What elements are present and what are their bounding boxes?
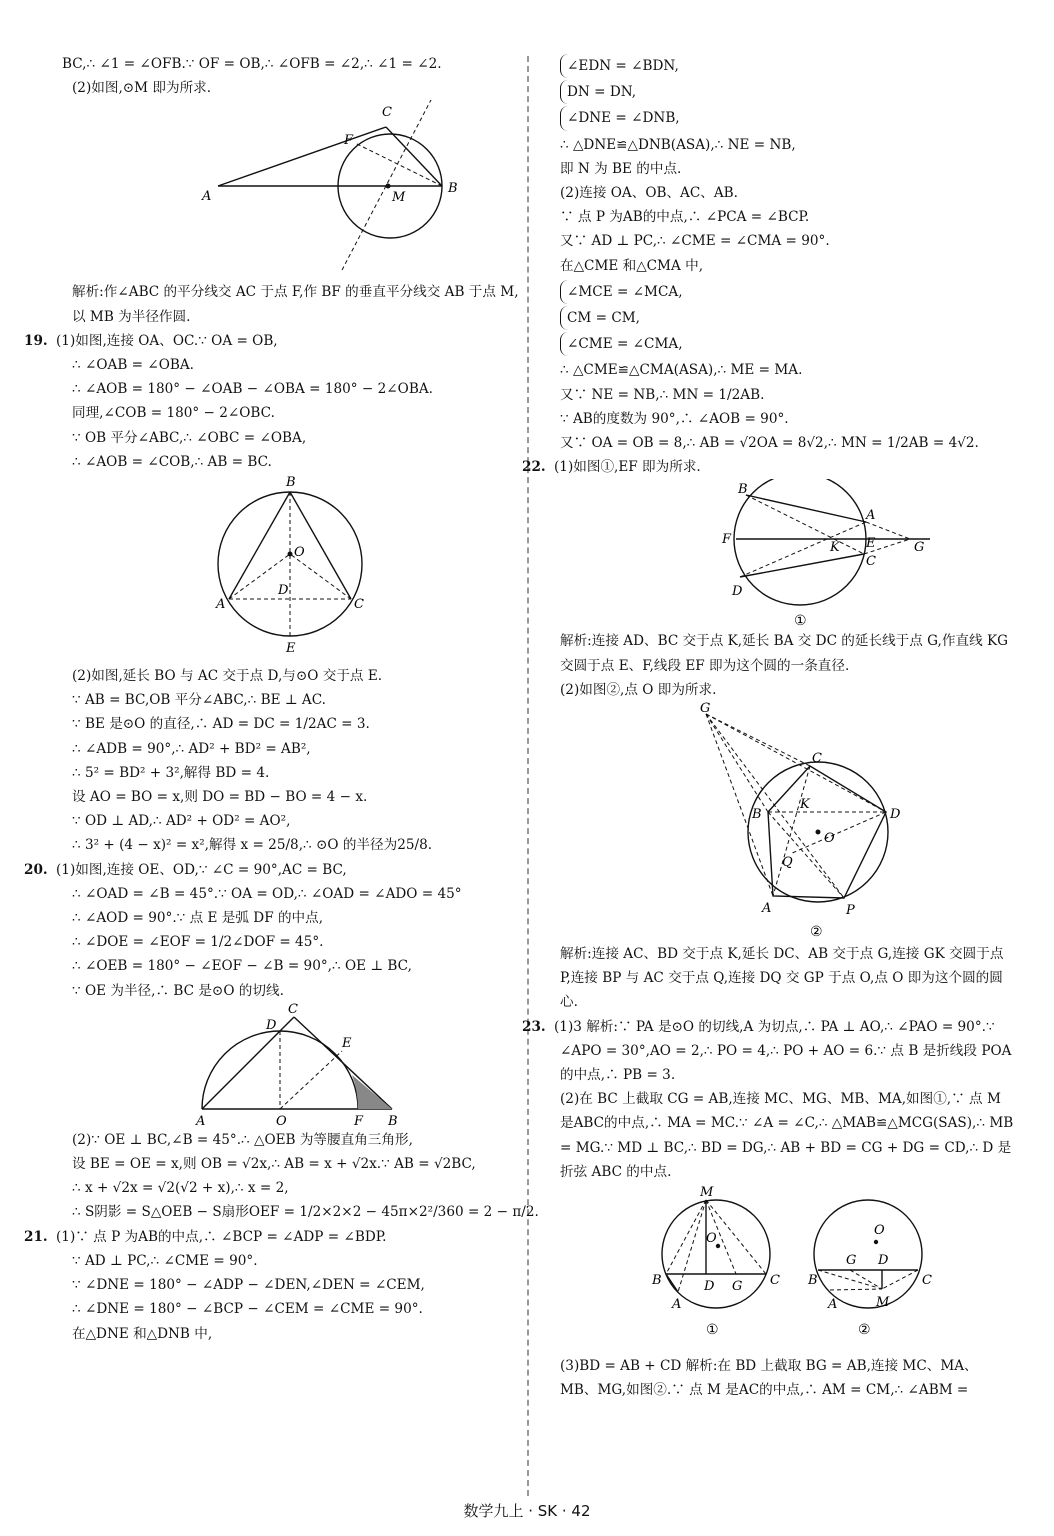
text-line: [62, 377, 524, 401]
left-column: [24, 52, 539, 1346]
question-number: 21.: [24, 1228, 48, 1245]
figure-22-2: [640, 702, 1054, 942]
svg-text:C: C: [354, 597, 364, 613]
line-text: (1)∵ 点 P 为AB的中点,∴ ∠BCP = ∠ADP = ∠BDP.: [56, 1228, 387, 1245]
line-text: (2)如图②,点 O 即为所求.: [560, 681, 717, 698]
text-line: [560, 181, 1015, 205]
svg-text:G: G: [700, 702, 711, 717]
line-text: ∴ ∠DOE = ∠EOF = 1/2∠DOF = 45°.: [72, 934, 324, 951]
line-text: 解析:作∠ABC 的平分线交 AC 于点 F,作 BF 的垂直平分线交 AB 于点 M,以 MB 为半径作圆.: [72, 284, 519, 325]
line-text: ∵ AB = BC,OB 平分∠ABC,∴ BE ⊥ AC.: [72, 692, 326, 709]
text-line: [62, 761, 524, 785]
text-line: [560, 942, 1015, 1015]
svg-text:B: B: [752, 807, 762, 823]
text-line: [560, 332, 1015, 356]
line-text: ∴ ∠OEB = 180° − ∠EOF − ∠B = 90°,∴ OE ⊥ BC,: [72, 958, 412, 975]
text-line: [62, 401, 524, 425]
figure-22-1: [600, 479, 1050, 629]
text-line: [560, 306, 1015, 330]
question-number: 23.: [522, 1018, 546, 1035]
line-text: ∵ 点 P 为AB的中点,∴ ∠PCA = ∠BCP.: [560, 209, 810, 226]
text-line: [560, 157, 1015, 181]
text-line: [560, 358, 1015, 382]
line-text: (2)∵ OE ⊥ BC,∠B = 45°.∴ △OEB 为等腰直角三角形,: [72, 1131, 413, 1148]
text-line: [560, 1354, 1015, 1402]
line-text: DN = DN,: [567, 84, 637, 101]
line-text: ∵ OD ⊥ AD,∴ AD² + OD² = AO²,: [72, 813, 291, 830]
svg-text:A: A: [672, 1297, 682, 1313]
text-line: [24, 329, 524, 353]
text-line: [62, 712, 524, 736]
line-text: (2)连接 OA、OB、AC、AB.: [560, 185, 738, 202]
line-text: ∴ ∠AOD = 90°.∵ 点 E 是弧 DF 的中点,: [72, 910, 324, 927]
figure-circle-o-19: [152, 474, 612, 664]
line-text: ∠CME = ∠CMA,: [567, 336, 683, 353]
text-line: [560, 383, 1015, 407]
svg-text:C: C: [382, 105, 392, 121]
svg-text:B: B: [388, 1113, 398, 1128]
line-text: 设 BE = OE = x,则 OB = √2x,∴ AB = x + √2x.∵ AB = √2BC,: [72, 1156, 476, 1173]
text-line: [24, 1225, 524, 1249]
text-line: [560, 106, 1015, 130]
svg-text:D: D: [704, 1279, 715, 1295]
line-text: (1)如图,连接 OE、OD,∵ ∠C = 90°,AC = BC,: [56, 861, 347, 878]
line-text: ∴ x + √2x = √2(√2 + x),∴ x = 2,: [72, 1180, 289, 1197]
svg-text:D: D: [278, 583, 289, 599]
text-line: [62, 906, 524, 930]
question-number: 19.: [24, 332, 48, 349]
text-line: [62, 52, 524, 76]
line-text: ∴ 5² = BD² + 3²,解得 BD = 4.: [72, 764, 270, 781]
text-line: [560, 80, 1015, 104]
svg-text:M: M: [392, 190, 406, 206]
text-line: [62, 280, 524, 328]
text-line: [62, 1152, 524, 1176]
text-line: [62, 426, 524, 450]
line-text: ∴ S阴影 = S△OEB − S扇形OEF = 1/2×2×2 − 45π×2²/360 = 2 − π/2.: [72, 1204, 539, 1221]
line-text: 又∵ AD ⊥ PC,∴ ∠CME = ∠CMA = 90°.: [560, 233, 830, 250]
svg-text:E: E: [286, 641, 296, 657]
question-number: 22.: [522, 459, 546, 476]
svg-text:O: O: [294, 545, 305, 561]
line-text: (2)在 BC 上截取 CG = AB,连接 MC、MG、MB、MA,如图①,∵ 点 M 是ABC的中点,∴ MA = MC.∵ ∠A = ∠C,∴ △MAB≌△MCG(SAS),∴ MB = MG.∵ MD ⊥ BC,∴ BD = DG,∴ AB + BD = CG + DG = CD,∴ D 是折弦 ABC 的中点.: [560, 1091, 1014, 1180]
text-line: [560, 407, 1015, 431]
text-line: [62, 1200, 539, 1224]
line-text: ∠DNE = ∠DNB,: [567, 110, 680, 127]
text-line: [62, 930, 524, 954]
line-text: 在△DNE 和△DNB 中,: [72, 1325, 213, 1342]
svg-text:A: A: [762, 901, 772, 917]
svg-text:B: B: [652, 1273, 662, 1289]
line-text: ∵ ∠DNE = 180° − ∠ADP − ∠DEN,∠DEN = ∠CEM,: [72, 1277, 425, 1294]
line-text: 即 N 为 BE 的中点.: [560, 160, 682, 177]
text-line: [62, 450, 524, 474]
line-text: ∴ ∠OAB = ∠OBA.: [72, 357, 195, 374]
svg-text:G: G: [914, 540, 925, 556]
line-text: ∴ ∠ADB = 90°,∴ AD² + BD² = AB²,: [72, 740, 311, 757]
text-line: [560, 229, 1015, 253]
svg-text:F: F: [722, 532, 732, 548]
svg-text:①: ①: [794, 613, 807, 630]
page-footer: 数学九上 · SK · 42: [463, 1502, 591, 1520]
svg-text:F: F: [344, 133, 354, 149]
line-text: (3)BD = AB + CD 解析:在 BD 上截取 BG = AB,连接 MC、MA、MB、MG,如图②.∵ 点 M 是AC的中点,∴ AM = CM,∴ ∠ABM =: [560, 1358, 978, 1399]
svg-text:C: C: [922, 1273, 932, 1289]
line-text: ∴ ∠AOB = 180° − ∠OAB − ∠OBA = 180° − 2∠OBA.: [72, 381, 433, 398]
text-line: [62, 1273, 524, 1297]
svg-text:G: G: [846, 1253, 857, 1269]
line-text: ∠MCE = ∠MCA,: [567, 283, 683, 300]
line-text: ∴ ∠OAD = ∠B = 45°.∵ OA = OD,∴ ∠OAD = ∠ADO = 45°: [72, 885, 462, 902]
svg-text:B: B: [286, 475, 296, 491]
line-text: ∴ ∠DNE = 180° − ∠BCP − ∠CEM = ∠CME = 90°.: [72, 1301, 423, 1318]
svg-text:A: A: [196, 1113, 206, 1128]
svg-text:D: D: [266, 1017, 277, 1033]
svg-text:K: K: [800, 797, 810, 813]
text-line: [62, 809, 524, 833]
right-column: [522, 52, 1015, 1403]
svg-text:C: C: [288, 1002, 298, 1017]
svg-text:M: M: [700, 1185, 714, 1201]
text-line: [62, 353, 524, 377]
line-text: ∴ ∠AOB = ∠COB,∴ AB = BC.: [72, 453, 272, 470]
text-line: [62, 954, 524, 978]
text-line: [560, 205, 1015, 229]
svg-text:E: E: [866, 536, 876, 552]
text-line: [560, 431, 1015, 455]
line-text: 又∵ OA = OB = 8,∴ AB = √2OA = 8√2,∴ MN = 1/2AB = 4√2.: [560, 435, 979, 452]
svg-text:M: M: [876, 1295, 890, 1311]
text-line: [24, 858, 524, 882]
line-text: ∵ BE 是⊙O 的直径,∴ AD = DC = 1/2AC = 3.: [72, 716, 370, 733]
text-line: [560, 629, 1015, 677]
svg-text:E: E: [342, 1035, 352, 1051]
svg-text:O: O: [874, 1223, 885, 1239]
text-line: [62, 1128, 524, 1152]
svg-text:②: ②: [810, 924, 823, 941]
svg-text:B: B: [448, 181, 458, 197]
svg-text:C: C: [770, 1273, 780, 1289]
text-line: [62, 785, 524, 809]
svg-text:P: P: [846, 903, 855, 919]
svg-text:A: A: [866, 508, 876, 524]
text-line: [560, 280, 1015, 304]
text-line: [560, 254, 1015, 278]
text-line: [560, 133, 1015, 157]
line-text: 在△CME 和△CMA 中,: [560, 257, 704, 274]
svg-text:D: D: [878, 1253, 889, 1269]
svg-text:Q: Q: [782, 855, 793, 871]
line-text: BC,∴ ∠1 = ∠OFB.∵ OF = OB,∴ ∠OFB = ∠2,∴ ∠1 = ∠2.: [62, 56, 442, 72]
text-line: [62, 833, 524, 857]
line-text: (1)如图,连接 OA、OC.∵ OA = OB,: [56, 332, 278, 349]
text-line: [62, 1249, 524, 1273]
question-number: 20.: [24, 861, 48, 878]
line-text: CM = CM,: [567, 310, 640, 327]
line-text: 解析:连接 AD、BC 交于点 K,延长 BA 交 DC 的延长线于点 G,作直线 KG 交圆于点 E、F,线段 EF 即为这个圆的一条直径.: [560, 633, 1008, 674]
line-text: 同理,∠COB = 180° − 2∠OBC.: [72, 405, 275, 422]
svg-text:O: O: [824, 831, 835, 847]
text-line: [522, 1015, 1015, 1088]
line-text: (2)如图,⊙M 即为所求.: [72, 80, 212, 97]
figure-23: [650, 1184, 1054, 1354]
line-text: ∵ OB 平分∠ABC,∴ ∠OBC = ∠OBA,: [72, 429, 307, 446]
svg-text:B: B: [738, 482, 748, 498]
svg-text:O: O: [276, 1113, 287, 1128]
text-line: [62, 76, 524, 100]
text-line: [62, 1176, 524, 1200]
text-line: [522, 455, 1015, 479]
text-line: [560, 54, 1015, 78]
line-text: 又∵ NE = NB,∴ MN = 1/2AB.: [560, 386, 765, 403]
svg-text:C: C: [866, 554, 876, 570]
svg-text:D: D: [732, 584, 743, 600]
svg-text:C: C: [812, 751, 822, 767]
line-text: (1)3 解析:∵ PA 是⊙O 的切线,A 为切点,∴ PA ⊥ AO,∴ ∠PAO = 90°.∵ ∠APO = 30°,AO = 2,∴ PO = 4,∴ PO + AO = 6.∵ 点 B 是折线段 POA 的中点,∴ PB = 3.: [554, 1018, 1012, 1084]
svg-text:O: O: [706, 1231, 717, 1247]
line-text: ∵ OE 为半径,∴ BC 是⊙O 的切线.: [72, 982, 284, 999]
line-text: (2)如图,延长 BO 与 AC 交于点 D,与⊙O 交于点 E.: [72, 668, 383, 685]
line-text: 解析:连接 AC、BD 交于点 K,延长 DC、AB 交于点 G,连接 GK 交圆于点 P,连接 BP 与 AC 交于点 Q,连接 DQ 交 GP 于点 O,点 O 即为这个圆的圆心.: [560, 946, 1004, 1011]
text-line: [62, 664, 524, 688]
text-line: [62, 688, 524, 712]
svg-text:①: ①: [706, 1322, 719, 1339]
text-line: [62, 1297, 524, 1321]
svg-text:G: G: [732, 1279, 743, 1295]
svg-text:F: F: [354, 1113, 364, 1128]
text-line: [62, 979, 524, 1003]
line-text: ∴ △CME≌△CMA(ASA),∴ ME = MA.: [560, 362, 803, 379]
svg-text:A: A: [828, 1297, 838, 1313]
line-text: (1)如图①,EF 即为所求.: [554, 459, 701, 476]
text-line: [62, 1322, 524, 1346]
line-text: ∴ △DNE≌△DNB(ASA),∴ NE = NB,: [560, 136, 796, 153]
line-text: ∵ AD ⊥ PC,∴ ∠CME = 90°.: [72, 1252, 258, 1269]
svg-text:A: A: [216, 597, 226, 613]
svg-text:②: ②: [858, 1322, 871, 1339]
line-text: ∠EDN = ∠BDN,: [567, 58, 679, 74]
svg-text:A: A: [202, 189, 212, 205]
text-line: [560, 1087, 1015, 1184]
figure-circle-m: [152, 100, 612, 280]
text-line: [62, 882, 524, 906]
line-text: ∵ AB的度数为 90°,∴ ∠AOB = 90°.: [560, 410, 789, 427]
svg-text:K: K: [830, 540, 840, 556]
svg-text:B: B: [808, 1273, 818, 1289]
svg-text:D: D: [890, 807, 901, 823]
text-line: [560, 678, 1015, 702]
line-text: ∴ 3² + (4 − x)² = x²,解得 x = 25/8,∴ ⊙O 的半径为25/8.: [72, 837, 433, 854]
text-line: [62, 737, 524, 761]
line-text: 设 AO = BO = x,则 DO = BD − BO = 4 − x.: [72, 789, 368, 806]
